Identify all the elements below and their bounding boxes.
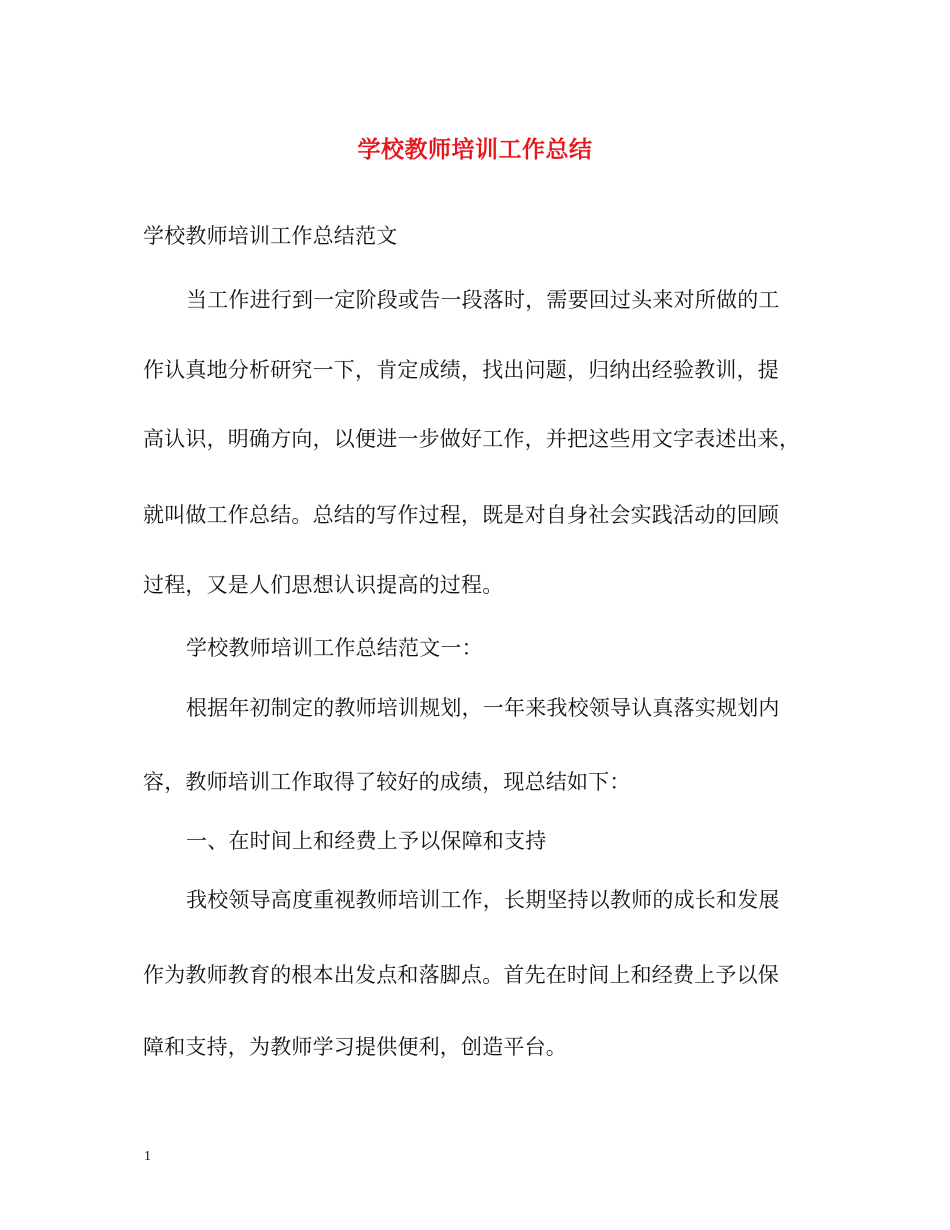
body-line-1: 我校领导高度重视教师培训工作，长期坚持以教师的成长和发展	[186, 888, 780, 912]
intro-line-1: 当工作进行到一定阶段或告一段落时，需要回过头来对所做的工	[186, 288, 780, 312]
section-heading-1: 一、在时间上和经费上予以保障和支持	[186, 829, 547, 853]
document-title: 学校教师培训工作总结	[357, 136, 593, 163]
summary-line-1: 根据年初制定的教师培训规划，一年来我校领导认真落实规划内	[186, 696, 780, 720]
body-line-2: 作为教师教育的根本出发点和落脚点。首先在时间上和经费上予以保	[143, 963, 779, 987]
intro-line-5: 过程，又是人们思想认识提高的过程。	[143, 573, 504, 597]
summary-line-2: 容，教师培训工作取得了较好的成绩，现总结如下：	[143, 770, 631, 794]
intro-line-2: 作认真地分析研究一下，肯定成绩，找出问题，归纳出经验教训，提	[143, 358, 779, 382]
intro-line-3: 高认识，明确方向，以便进一步做好工作，并把这些用文字表述出来，	[143, 427, 801, 451]
body-line-3: 障和支持，为教师学习提供便利，创造平台。	[143, 1035, 567, 1059]
intro-line-4: 就叫做工作总结。总结的写作过程，既是对自身社会实践活动的回顾	[143, 503, 779, 527]
document-subtitle: 学校教师培训工作总结范文	[143, 224, 398, 248]
page-number: 1	[144, 1149, 151, 1164]
section-label: 学校教师培训工作总结范文一：	[186, 636, 483, 660]
